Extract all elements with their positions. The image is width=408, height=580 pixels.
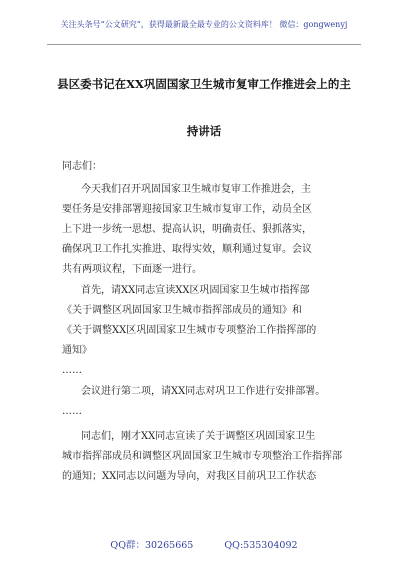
footer-contact [0,537,408,551]
header-notice: 关注头条号“公文研究”，获得最新最全最专业的公文资料库！ 微信：gongwenyj [60,20,348,29]
ellipsis-line: …… [62,406,82,417]
body-line: 《关于调整XX区巩固国家卫生城市专项整治工作指挥部的 [62,325,317,336]
footer-qq-group: QQ群：30265665 [110,540,194,551]
body-line: 今天我们召开巩固国家卫生城市复审工作推进会，主 [81,184,311,195]
body-line: 会议进行第二项，请XX同志对巩卫工作进行安排部署。 [81,386,326,397]
body-line: 的通知；XX同志以问题为导向，对我区目前巩卫工作状态 [62,471,317,482]
body-line: 同志们，刚才XX同志宣读了关于调整区巩固国家卫生 [81,431,316,442]
header-divider [47,44,361,45]
body-line: 首先，请XX同志宣读XX区巩固国家卫生城市指挥部 [81,285,310,296]
document-title-line-2: 持讲话 [186,124,222,138]
document-body [62,180,354,487]
salutation-block [62,160,354,174]
body-line: 通知》 [62,345,92,356]
body-line: 城市指挥部成员和调整区巩固国家卫生城市专项整治工作指挥部 [62,451,342,462]
ellipsis-line: …… [62,365,82,376]
body-line: 《关于调整区巩固国家卫生城市指挥部成员的通知》和 [62,305,302,316]
body-line: 要任务是安排部署迎接国家卫生城市复审工作，动员全区 [62,204,312,215]
footer-qq-number: QQ:535304092 [224,540,298,551]
body-line: 共有两项议程，下面逐一进行。 [62,264,202,275]
document-title-line-1: 县区委书记在XX巩固国家卫生城市复审工作推进会上的主 [57,77,351,91]
body-line: 上下进一步统一思想、提高认识，明确责任、狠抓落实， [62,224,312,235]
salutation: 同志们： [62,161,102,172]
body-line: 确保巩卫工作扎实推进、取得实效，顺利通过复审。会议 [62,244,312,255]
